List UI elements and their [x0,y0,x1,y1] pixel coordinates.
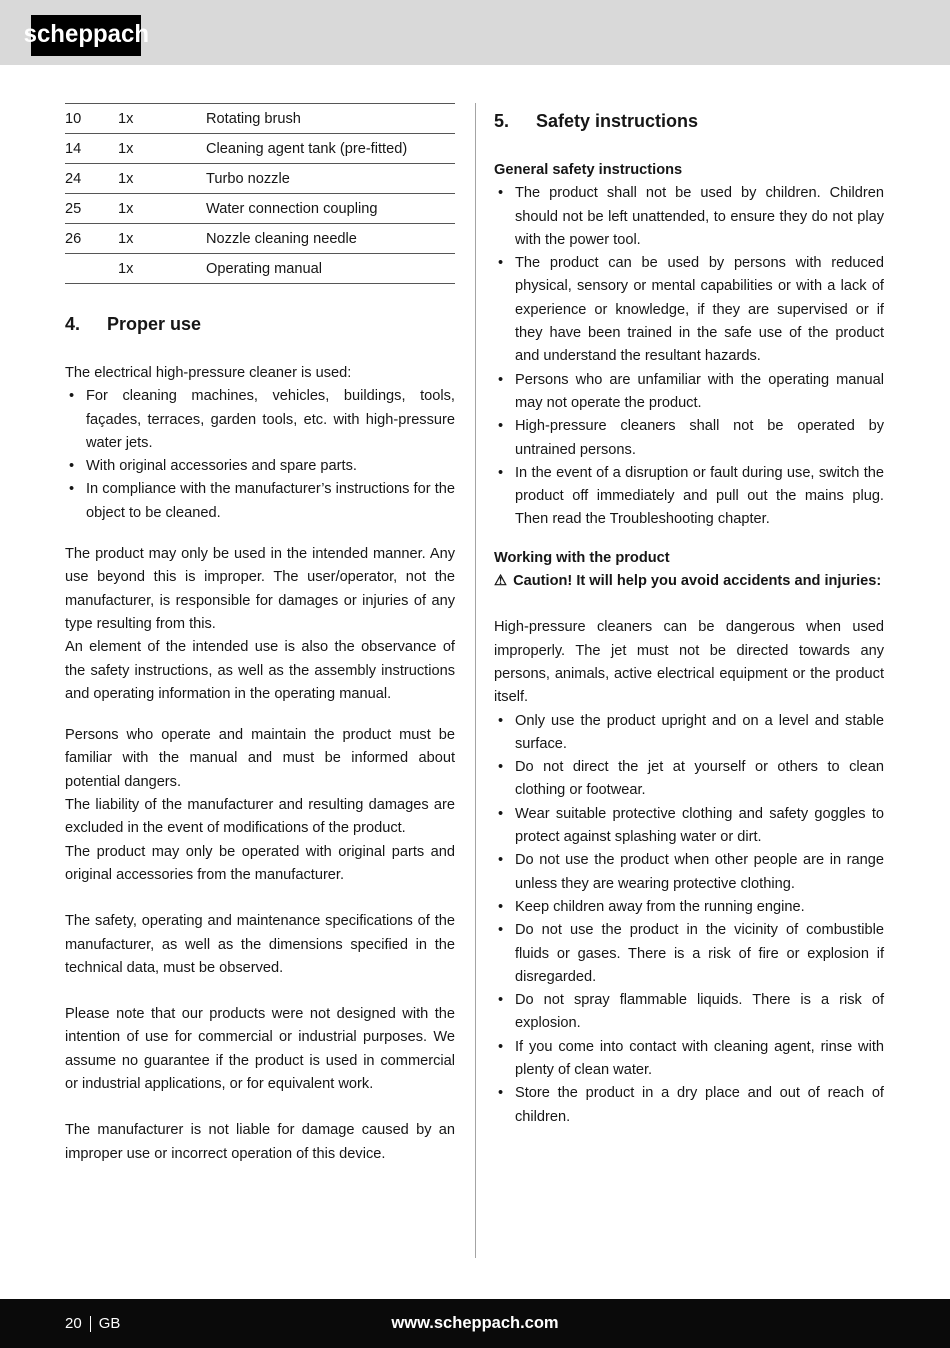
list-item: • Do not use the product in the vicinity of combustible fluids or gases. There is a risk of fire or explosion if disregarded. [494,919,884,989]
list-item: • Do not spray flammable liquids. There is a risk of explosion. [494,989,884,1036]
list-item: • If you come into contact with cleaning agent, rinse with plenty of clean water. [494,1036,884,1083]
paragraph: The safety, operating and maintenance specifications of the manufacturer, as well as the dimensions specified in the technical data, must be observed. [65,913,455,976]
part-number [65,254,118,284]
proper-use-intro: The electrical high-pressure cleaner is used: [65,365,352,381]
table-row [65,224,455,254]
part-number: 26 [65,224,118,254]
paragraph: The product may only be operated with original parts and original accessories from the manufacturer. [65,843,455,883]
part-number: 24 [65,164,118,194]
table-row [65,164,455,194]
list-item: • Do not use the product when other people are in range unless they are wearing protective clothing. [494,849,884,896]
list-item: • The product can be used by persons with reduced physical, sensory or mental capabilities or with a lack of experience or knowledge, if they are supervised or if they have been trained in the safe use of the product and understand the resultant hazards. [494,252,884,368]
list-item: • Wear suitable protective clothing and safety goggles to protect against splashing water or dirt. [494,803,884,850]
general-safety-list [494,182,884,531]
left-column [65,103,455,1166]
section-title: Proper use [107,314,202,334]
list-item: • Persons who are unfamiliar with the operating manual may not operate the product. [494,369,884,416]
paragraph: The product may only be used in the intended manner. Any use beyond this is improper. The user/operator, not the manufacturer, is responsible for damages or injuries of any type resulting from this. [65,546,455,632]
caution-note [494,570,884,593]
list-item: • In the event of a disruption or fault during use, switch the product off immediately and pull out the mains plug. Then read the Troubleshooting chapter. [494,462,884,532]
part-name: Cleaning agent tank (pre-fitted) [206,134,455,164]
warning-icon: ⚠ [494,573,508,590]
list-item: • In compliance with the manufacturer’s instructions for the object to be cleaned. [65,478,455,525]
part-number: 25 [65,194,118,224]
list-item: • Keep children away from the running engine. [494,896,884,919]
part-name: Operating manual [206,254,455,284]
section-number: 5. [494,111,510,131]
list-item: • Do not direct the jet at yourself or others to clean clothing or footwear. [494,756,884,803]
page-number: 20 [65,1315,82,1332]
section-number: 4. [65,314,81,334]
working-subheading: Working with the product [494,549,670,566]
logo-wordmark: scheppach [23,20,149,48]
working-intro: High-pressure cleaners can be dangerous when used improperly. The jet must not be directed towards any persons, animals, active electrical equipment or the product itself. [494,619,884,706]
website-url: www.scheppach.com [391,1314,559,1332]
part-qty: 1x [118,164,206,194]
scheppach-logo [23,15,149,56]
part-number: 14 [65,134,118,164]
page-footer [0,1299,950,1348]
part-number: 10 [65,104,118,134]
paragraph: An element of the intended use is also the observance of the safety instructions, as well as the assembly instructions and operating information in the operating manual. [65,639,455,702]
paragraph: The manufacturer is not liable for damage caused by an improper use or incorrect operation of this device. [65,1122,455,1162]
section-title: Safety instructions [536,111,699,131]
part-qty: 1x [118,254,206,284]
working-list [494,710,884,1129]
part-qty: 1x [118,134,206,164]
caution-text: Caution! It will help you avoid accidents and injuries: [513,573,882,590]
column-divider [475,103,476,1258]
paragraph: Please note that our products were not designed with the intention of use for commercial or industrial purposes. We assume no guarantee if the product is used in commercial or industrial applications, or for equivalent work. [65,1006,455,1093]
list-item: • The product shall not be used by children. Children should not be left unattended, to ensure they do not play with the power tool. [494,182,884,252]
footer-page-indicator [65,1315,120,1332]
list-item: • Only use the product upright and on a level and stable surface. [494,710,884,757]
right-column [494,103,884,1129]
table-row [65,194,455,224]
paragraph: Persons who operate and maintain the product must be familiar with the manual and must be informed about potential dangers. [65,727,455,790]
section-4-heading [65,313,455,336]
part-name: Turbo nozzle [206,164,455,194]
part-name: Nozzle cleaning needle [206,224,455,254]
list-item: • For cleaning machines, vehicles, buildings, tools, façades, terraces, garden tools, etc. with high-pressure water jets. [65,385,455,455]
table-row [65,134,455,164]
parts-table [65,103,455,284]
list-item: • Store the product in a dry place and out of reach of children. [494,1082,884,1129]
table-row [65,104,455,134]
list-item: • High-pressure cleaners shall not be operated by untrained persons. [494,415,884,462]
part-qty: 1x [118,194,206,224]
footer-separator [90,1316,91,1332]
part-qty: 1x [118,224,206,254]
list-item: • With original accessories and spare parts. [65,455,455,478]
paragraph: The liability of the manufacturer and resulting damages are excluded in the event of modifications of the product. [65,797,455,837]
part-name: Water connection coupling [206,194,455,224]
part-name: Rotating brush [206,104,455,134]
proper-use-list [65,385,455,525]
part-qty: 1x [118,104,206,134]
general-safety-subheading: General safety instructions [494,162,683,178]
language-code: GB [98,1315,121,1332]
section-5-heading [494,110,884,133]
table-row [65,254,455,284]
